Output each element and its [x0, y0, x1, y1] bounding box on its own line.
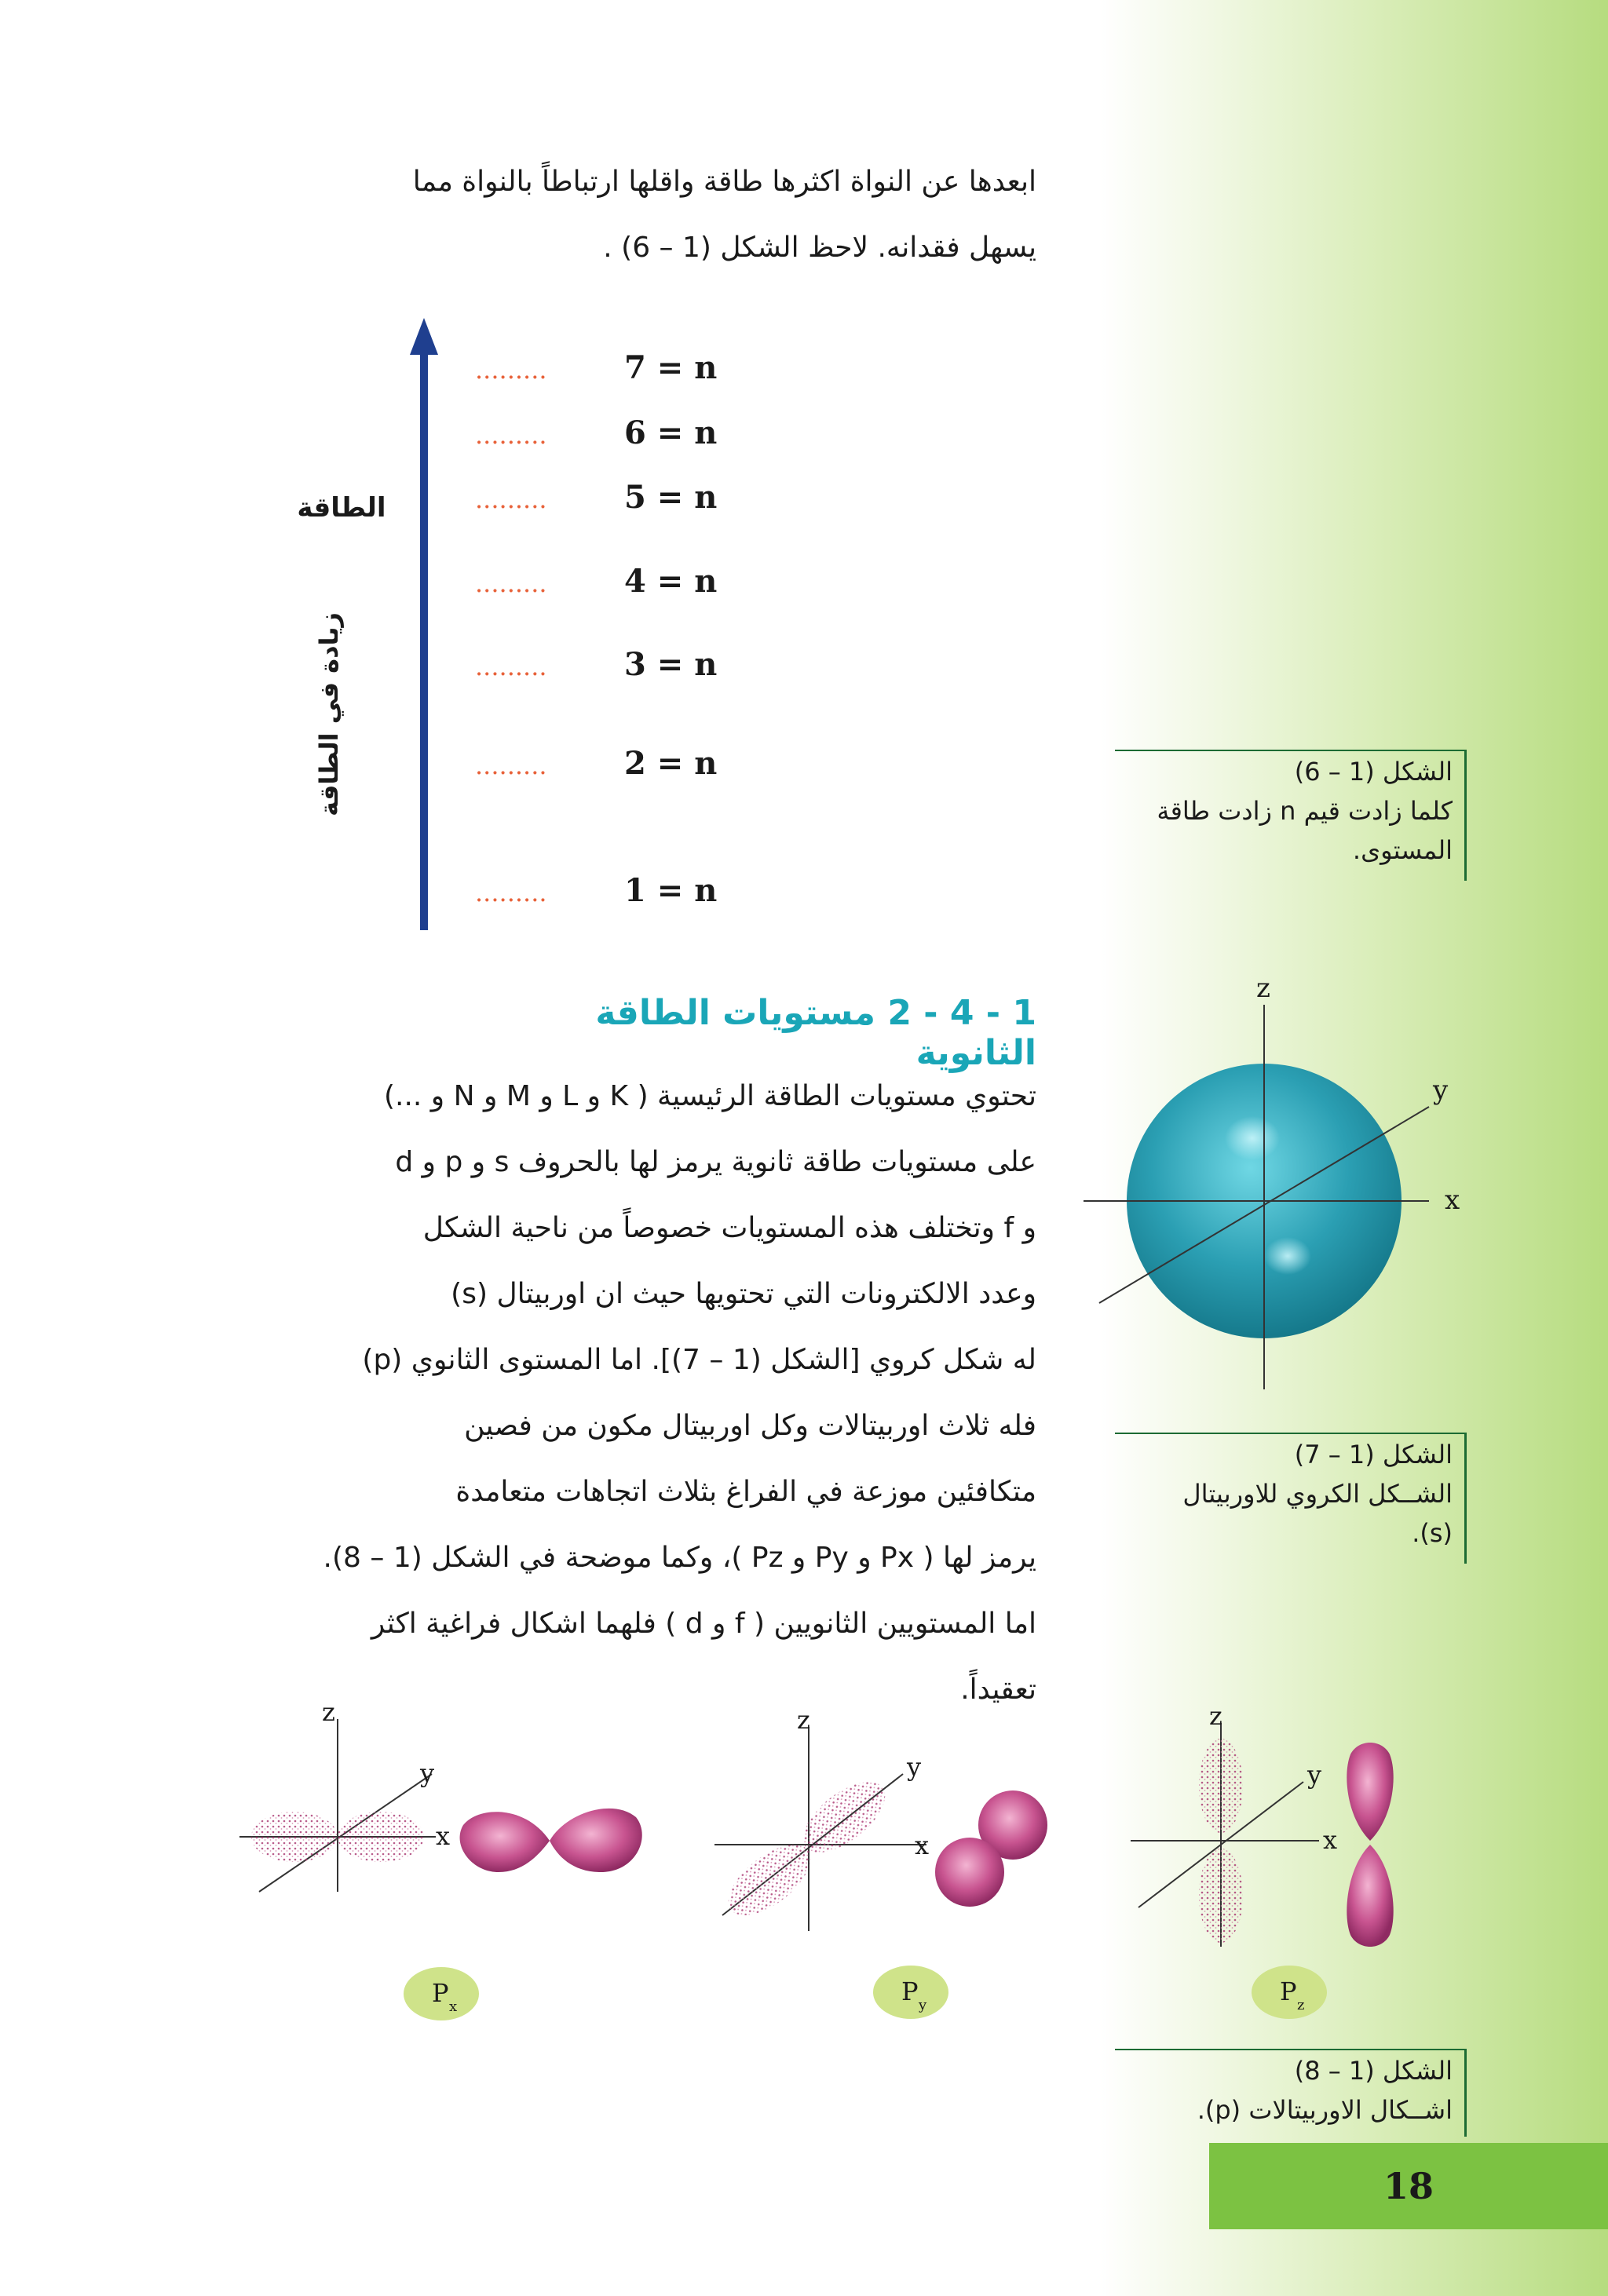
- sphere-highlight: [1264, 1237, 1311, 1275]
- s-orbital-sphere-figure: [1084, 973, 1492, 1397]
- caption-1-text-2: المستوى.: [1352, 835, 1453, 865]
- level-dots: .........: [475, 652, 547, 681]
- y-axis-label: y: [1433, 1075, 1449, 1106]
- dotted-lobe: [338, 1812, 424, 1862]
- y-axis-label: y: [907, 1752, 922, 1782]
- energy-level-2: [475, 745, 717, 782]
- label-main: P: [1280, 1977, 1297, 2006]
- py-label: [873, 1966, 948, 2019]
- energy-level-5: [475, 479, 717, 516]
- z-axis-label: z: [797, 1705, 810, 1735]
- solid-lobe: [460, 1812, 550, 1872]
- solid-lobe: [550, 1809, 642, 1872]
- caption-2-text-2: (s).: [1412, 1518, 1453, 1548]
- level-label: 2 = n: [624, 745, 718, 782]
- label-sub: y: [919, 1997, 927, 2013]
- p-orbitals-figure: [228, 1688, 1531, 2049]
- level-dots: .........: [475, 750, 547, 780]
- x-axis-label: x: [1323, 1825, 1338, 1855]
- body-line: تعقيداً.: [960, 1674, 1036, 1706]
- x-axis-label: x: [915, 1831, 930, 1860]
- z-axis-label: z: [1209, 1701, 1222, 1731]
- intro-paragraph: [153, 149, 1036, 281]
- label-main: P: [901, 1977, 919, 2006]
- solid-lobe: [1347, 1845, 1393, 1947]
- label-sub: z: [1297, 1997, 1305, 2013]
- energy-level-6: [475, 414, 717, 451]
- level-label: 7 = n: [624, 349, 718, 386]
- caption-1: [1091, 752, 1453, 870]
- energy-level-diagram: [236, 306, 769, 950]
- energy-level-7: [475, 349, 717, 386]
- z-axis-label: z: [322, 1697, 335, 1727]
- x-axis-label: x: [436, 1821, 451, 1851]
- level-label: 5 = n: [624, 479, 718, 516]
- dotted-lobe: [1199, 1849, 1243, 1943]
- body-line: تحتوي مستويات الطاقة الرئيسية ( K و L و M و N و ...): [383, 1080, 1036, 1112]
- caption-3-title: الشكل (1 – 8): [1294, 2056, 1453, 2086]
- dotted-lobe: [251, 1812, 338, 1862]
- level-label: 4 = n: [624, 563, 718, 600]
- label-main: P: [432, 1978, 449, 2008]
- sphere-highlight: [1225, 1116, 1280, 1160]
- intro-line-1: ابعدها عن النواة اكثرها طاقة واقلها ارتباطاً بالنواة مما: [412, 166, 1036, 198]
- pz-label: [1252, 1966, 1327, 2019]
- body-line: و f وتختلف هذه المستويات خصوصاً من ناحية الشكل: [422, 1212, 1036, 1244]
- section-heading: 1 - 4 - 2 مستويات الطاقة الثانوية: [595, 993, 1036, 1073]
- body-paragraph: [153, 1064, 1036, 1723]
- body-line: على مستويات طاقة ثانوية يرمز لها بالحروف s و p و d: [395, 1146, 1036, 1178]
- body-line: له شكل كروي [الشكل (1 – 7)]. اما المستوى الثانوي (p): [362, 1344, 1036, 1376]
- level-label: 1 = n: [624, 872, 718, 909]
- dotted-lobe: [1199, 1739, 1243, 1833]
- level-dots: .........: [475, 568, 547, 598]
- caption-3-text-1: اشــكال الاوربيتالات (p).: [1197, 2095, 1453, 2125]
- caption-3: [1091, 2051, 1453, 2130]
- level-label: 6 = n: [624, 414, 718, 451]
- body-line: متكافئين موزعة في الفراغ بثلاث اتجاهات متعامدة: [455, 1476, 1036, 1508]
- intro-line-2: يسهل فقدانه. لاحظ الشكل (1 – 6) .: [603, 232, 1036, 264]
- y-axis-label: y: [1307, 1760, 1322, 1790]
- pz-orbital: [1131, 1701, 1394, 1947]
- energy-level-3: [475, 646, 717, 683]
- caption-2-title: الشكل (1 – 7): [1294, 1440, 1453, 1469]
- body-line: اما المستويين الثانويين ( f و d ) فلهما اشكال فراغية اكثر: [371, 1608, 1036, 1640]
- px-orbital: [239, 1697, 642, 1892]
- x-axis-label: x: [1445, 1185, 1460, 1216]
- caption-1-title: الشكل (1 – 6): [1294, 757, 1453, 787]
- px-label: [404, 1967, 479, 2020]
- level-dots: .........: [475, 484, 547, 514]
- body-line: يرمز لها ( Px و Py و Pz )، وكما موضحة في الشكل (1 – 8).: [323, 1542, 1036, 1574]
- caption-2-text-1: الشــكل الكروي للاوربيتال: [1182, 1479, 1453, 1509]
- energy-level-4: [475, 563, 717, 600]
- energy-axis-label: الطاقة: [297, 492, 386, 524]
- energy-level-1: [475, 872, 717, 909]
- level-dots: .........: [475, 878, 547, 907]
- level-dots: .........: [475, 355, 547, 385]
- caption-2: [1091, 1435, 1453, 1553]
- energy-increase-label: زيادة في الطاقة: [314, 612, 344, 816]
- level-dots: .........: [475, 420, 547, 450]
- label-sub: x: [449, 1999, 458, 2015]
- level-label: 3 = n: [624, 646, 718, 683]
- body-line: فله ثلاث اوربيتالات وكل اوربيتال مكون من فصين: [464, 1410, 1036, 1442]
- page-number: 18: [1383, 2165, 1434, 2207]
- solid-lobe: [935, 1838, 1004, 1907]
- py-orbital: [714, 1705, 1047, 1931]
- y-axis-label: y: [420, 1758, 435, 1788]
- z-axis-label: z: [1256, 973, 1270, 1004]
- solid-lobe: [1347, 1743, 1393, 1841]
- caption-1-text-1: كلما زادت قيم n زادت طاقة: [1157, 796, 1453, 826]
- energy-arrow-head: [410, 318, 438, 355]
- body-line: وعدد الالكترونات التي تحتويها حيث ان اوربيتال (s): [451, 1278, 1036, 1310]
